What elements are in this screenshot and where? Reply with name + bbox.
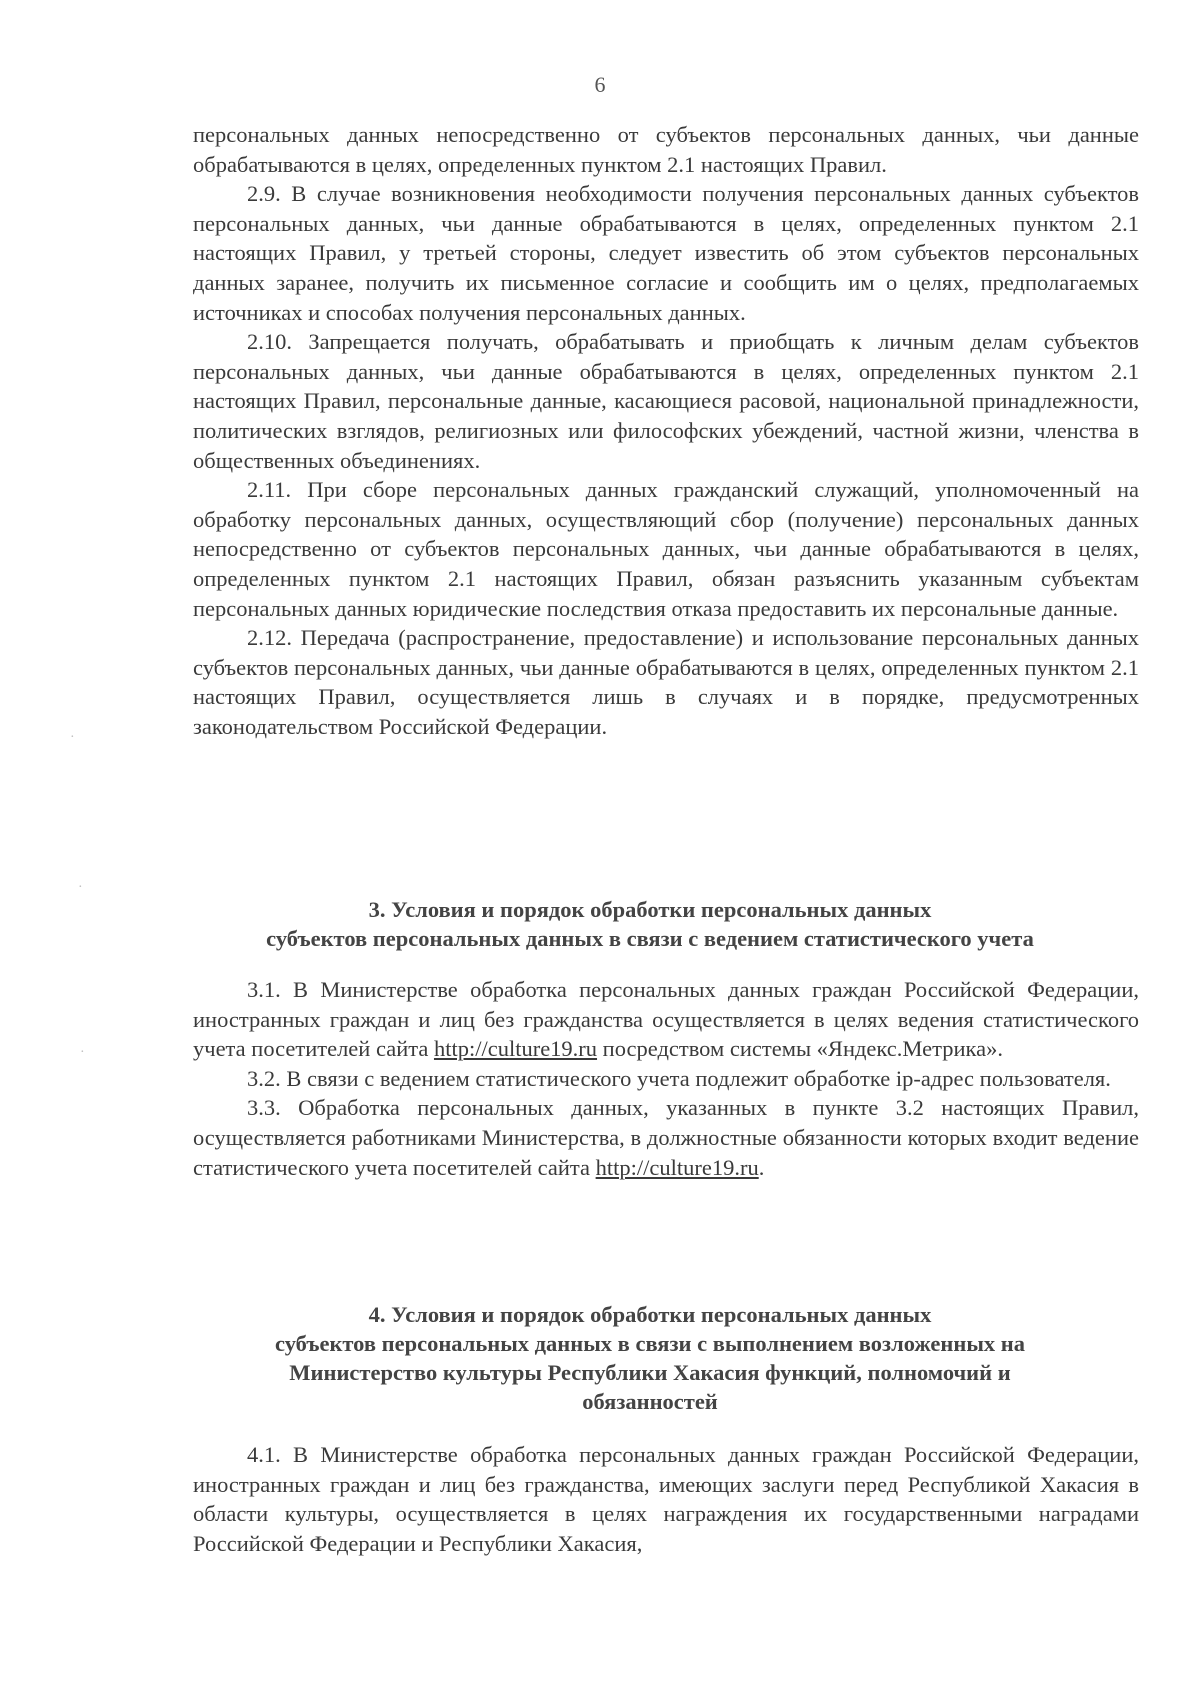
paragraph-4-1: 4.1. В Министерстве обработка персональных данных граждан Российской Федерации, иностранных граждан и лиц без гражданства, имеющих заслуги перед Республикой Хакасия в области культуры, осуществляется в целях награждения их государственными наградами Российской Федерации и Республики Хакасия, [193,1442,1139,1556]
scan-mark: · [70,730,75,745]
section-4-heading [150,1300,1150,1416]
paragraph-intro: персональных данных непосредственно от субъектов персональных данных, чьи данные обрабатываются в целях, определенных пунктом 2.1 настоящих Правил. [193,122,1139,177]
paragraph-3-1-text: 3.1. В Министерстве обработка персональных данных граждан Российской Федерации, иностранных граждан и лиц без гражданства осуществляется в целях ведения статистического учета посетителей сайта [193,977,1139,1062]
section-4-heading-line-3: Министерство культуры Республики Хакасия функций, полномочий и [289,1360,1011,1385]
section-3-heading-line-2: субъектов персональных данных в связи с ведением статистического учета [266,926,1034,951]
paragraph-2-9: 2.9. В случае возникновения необходимости получения персональных данных субъектов персональных данных, чьи данные обрабатываются в целях, определенных пунктом 2.1 настоящих Правил, у третьей стороны, следует известить об этом субъектов персональных данных заранее, получить их письменное согласие и сообщить им о целях, предполагаемых источниках и способах получения персональных данных. [193,181,1139,325]
section-4-text [193,1440,1139,1558]
paragraph-3-3 [193,1093,1139,1182]
scan-mark: · [80,1045,85,1060]
section-4-heading-line-2: субъектов персональных данных в связи с выполнением возложенных на [275,1331,1025,1356]
section-3-text [193,975,1139,1182]
section-4-heading-line-1: 4. Условия и порядок обработки персональных данных [368,1302,932,1327]
scan-mark: · [78,880,83,895]
paragraph-2-10: 2.10. Запрещается получать, обрабатывать и приобщать к личным делам субъектов персональных данных, чьи данные обрабатываются в целях, определенных пунктом 2.1 настоящих Правил, персональные данные, касающиеся расовой, национальной принадлежности, политических взглядов, религиозных или философских убеждений, частной жизни, членства в общественных объединениях. [193,329,1139,473]
section-2-text [193,120,1139,741]
page-number: 6 [594,72,606,97]
paragraph-2-12: 2.12. Передача (распространение, предоставление) и использование персональных данных субъектов персональных данных, чьи данные обрабатываются в целях, определенных пунктом 2.1 настоящих Правил, осуществляется лишь в случаях и в порядке, предусмотренных законодательством Российской Федерации. [193,625,1139,739]
section-4-heading-line-4: обязанностей [582,1389,718,1414]
paragraph-3-3-text: 3.3. Обработка персональных данных, указанных в пункте 3.2 настоящих Правил, осуществляется работниками Министерства, в должностные обязанности которых входит ведение статистического учета посетителей сайта [193,1095,1139,1180]
culture19-link[interactable]: http://culture19.ru [433,1036,598,1062]
paragraph-2-11: 2.11. При сборе персональных данных гражданский служащий, уполномоченный на обработку персональных данных, осуществляющий сбор (получение) персональных данных непосредственно от субъектов персональных данных, чьи данные обрабатываются в целях, определенных пунктом 2.1 настоящих Правил, обязан разъяснить указанным субъектам персональных данных юридические последствия отказа предоставить их персональные данные. [193,477,1139,621]
paragraph-3-3-tail: . [758,1154,765,1180]
section-3-heading-line-1: 3. Условия и порядок обработки персональных данных [368,897,932,922]
culture19-link-2[interactable]: http://culture19.ru [595,1154,759,1180]
paragraph-3-1 [193,975,1139,1064]
paragraph-3-1-tail: посредством системы «Яндекс.Метрика». [597,1036,1003,1062]
section-3-heading [150,895,1150,953]
paragraph-3-2: 3.2. В связи с ведением статистического учета подлежит обработке ip-адрес пользователя. [247,1065,1111,1091]
